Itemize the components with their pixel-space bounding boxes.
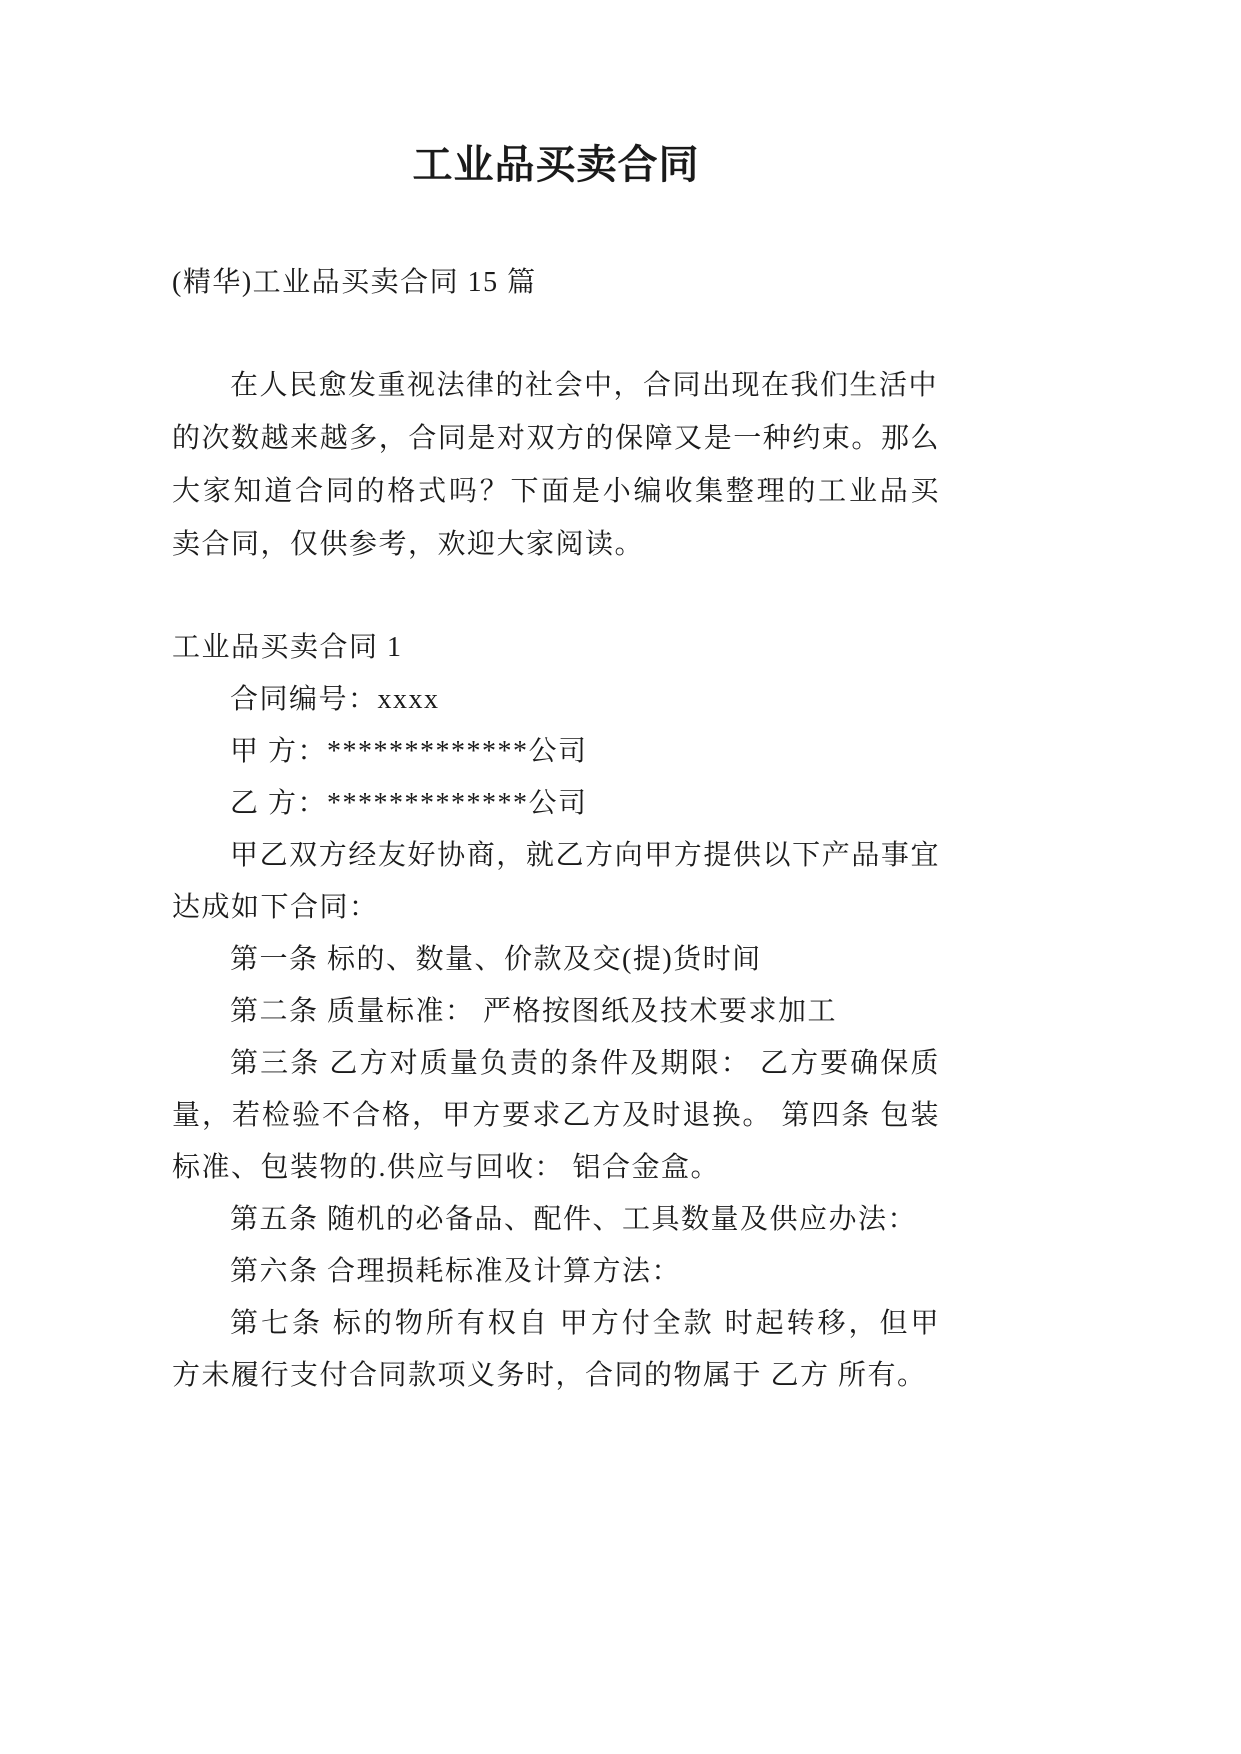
article-3-line: 量，若检验不合格，甲方要求乙方及时退换。 第四条 包装 xyxy=(172,1100,940,1131)
intro-line: 大家知道合同的格式吗？下面是小编收集整理的工业品买 xyxy=(172,476,940,507)
preamble-line: 甲乙双方经友好协商，就乙方向甲方提供以下产品事宜 xyxy=(230,840,940,871)
contract-body xyxy=(172,622,940,1402)
party-b: 乙 方：*************公司 xyxy=(230,788,588,819)
section-heading: 工业品买卖合同 1 xyxy=(172,632,403,663)
party-a: 甲 方：*************公司 xyxy=(230,736,588,767)
article-3-line: 第三条 乙方对质量负责的条件及期限： 乙方要确保质 xyxy=(230,1048,940,1079)
article-2: 第二条 质量标准： 严格按图纸及技术要求加工 xyxy=(230,996,838,1027)
intro-paragraph xyxy=(172,359,940,571)
intro-line: 卖合同，仅供参考，欢迎大家阅读。 xyxy=(172,529,645,560)
article-7-line: 第七条 标的物所有权自 甲方付全款 时起转移，但甲 xyxy=(230,1308,940,1339)
contract-number: 合同编号：xxxx xyxy=(230,684,440,715)
document-subtitle: (精华)工业品买卖合同 15 篇 xyxy=(172,267,537,298)
intro-line: 在人民愈发重视法律的社会中，合同出现在我们生活中 xyxy=(230,370,939,401)
article-1: 第一条 标的、数量、价款及交(提)货时间 xyxy=(230,944,762,975)
article-7-line: 方未履行支付合同款项义务时，合同的物属于 乙方 所有。 xyxy=(172,1360,927,1391)
document-title: 工业品买卖合同 xyxy=(412,142,700,187)
article-3-line: 标准、包装物的.供应与回收： 铝合金盒。 xyxy=(172,1152,721,1183)
preamble-line: 达成如下合同： xyxy=(172,892,379,923)
article-6: 第六条 合理损耗标准及计算方法： xyxy=(230,1256,682,1287)
intro-line: 的次数越来越多，合同是对双方的保障又是一种约束。那么 xyxy=(172,423,940,454)
article-5: 第五条 随机的必备品、配件、工具数量及供应办法： xyxy=(230,1204,918,1235)
